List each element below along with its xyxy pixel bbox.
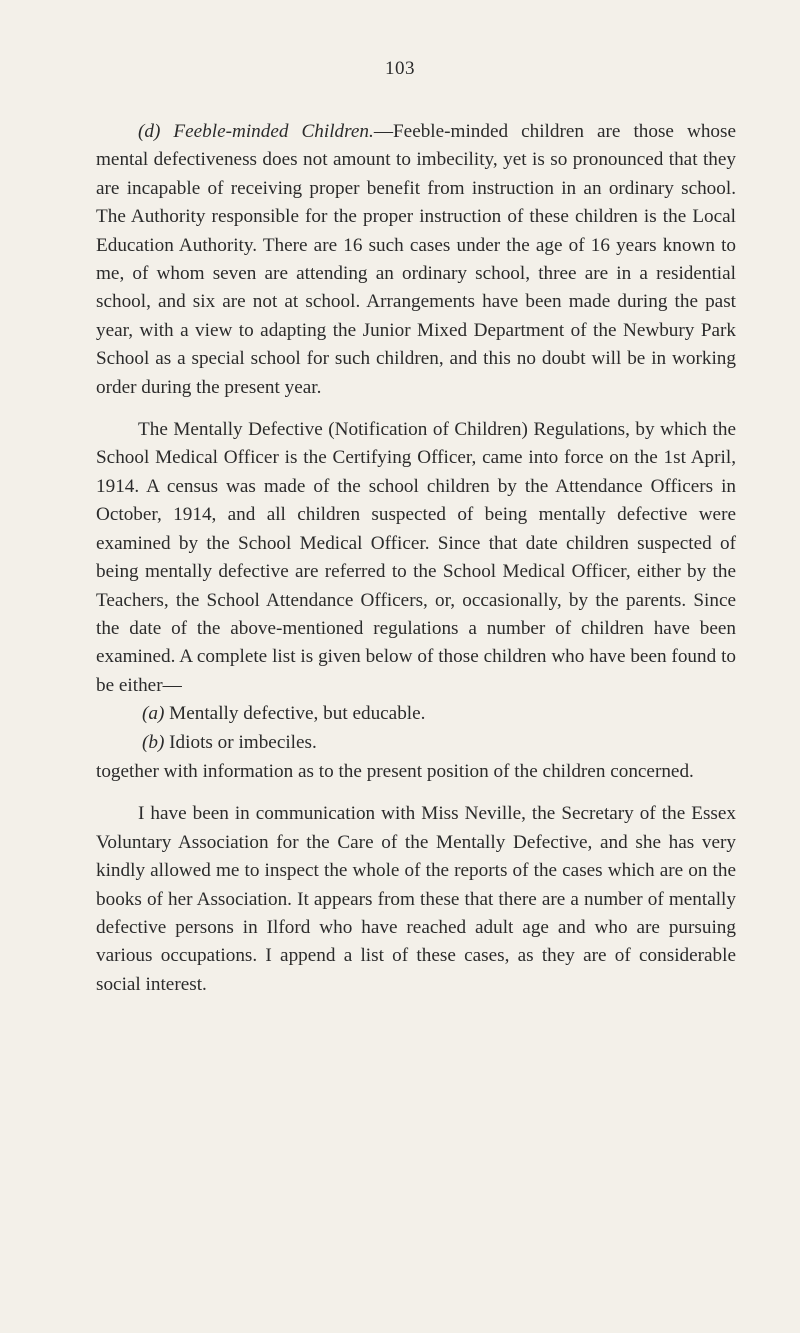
paragraph-text: —Feeble-minded children are those whose mental defectiveness does not amount to imbecility, yet is so pronounced that they are incapable of receiving proper benefit from instruction in an ordinary school. The Authority responsible for the proper instruction of these children is the Local Education Authority. There are 16 such cases under the age of 16 years known to me, of whom seven are attending an ordinary school, three are in a residential school, and six are not at school. Arrangements have been made during the past year, with a view to adapting the Junior Mixed Department of the Newbury Park School as a special school for such children, and this no doubt will be in working order during the present year. — [96, 121, 736, 398]
list-item-text: Mentally defective, but educable. — [169, 703, 426, 725]
list-item-a — [96, 700, 736, 728]
list-marker: (b) — [142, 731, 165, 753]
paragraph-together: together with information as to the present position of the children concerned. — [96, 760, 694, 782]
paragraph-regulations: The Mentally Defective (Notification of Children) Regulations, by which the School Medical Officer is the Certifying Officer, came into force on the 1st April, 1914. A census was made of the school children by the Attendance Officers in October, 1914, and all children suspected of being mentally defective were examined by the School Medical Officer. Since that date children suspected of being mentally defective are referred to the School Medical Officer, either by the Teachers, the School Attendance Officers, or, occasionally, by the parents. Since the date of the above-mentioned regulations a number of children have been examined. A complete list is given below of those children who have been found to be either— — [96, 419, 736, 696]
list-marker: (a) — [142, 703, 165, 725]
section-marker: (d) — [138, 121, 161, 142]
section-heading: Feeble-minded Children. — [173, 121, 374, 142]
list-item-text: Idiots or imbeciles. — [169, 731, 317, 753]
paragraph-essex-association: I have been in communication with Miss Neville, the Secretary of the Essex Voluntary Association for the Care of the Mentally Defective, and she has very kindly allowed me to inspect the whole of the reports of the cases which are on the books of her Association. It appears from these that there are a number of mentally defective persons in Ilford who have reached adult age and who are pursuing various occupations. I append a list of these cases, as they are of considerable social interest. — [96, 803, 736, 995]
body-text — [96, 118, 736, 999]
list-item-b — [96, 729, 736, 757]
page-number: 103 — [385, 58, 415, 79]
paragraph-feeble-minded — [96, 118, 736, 402]
